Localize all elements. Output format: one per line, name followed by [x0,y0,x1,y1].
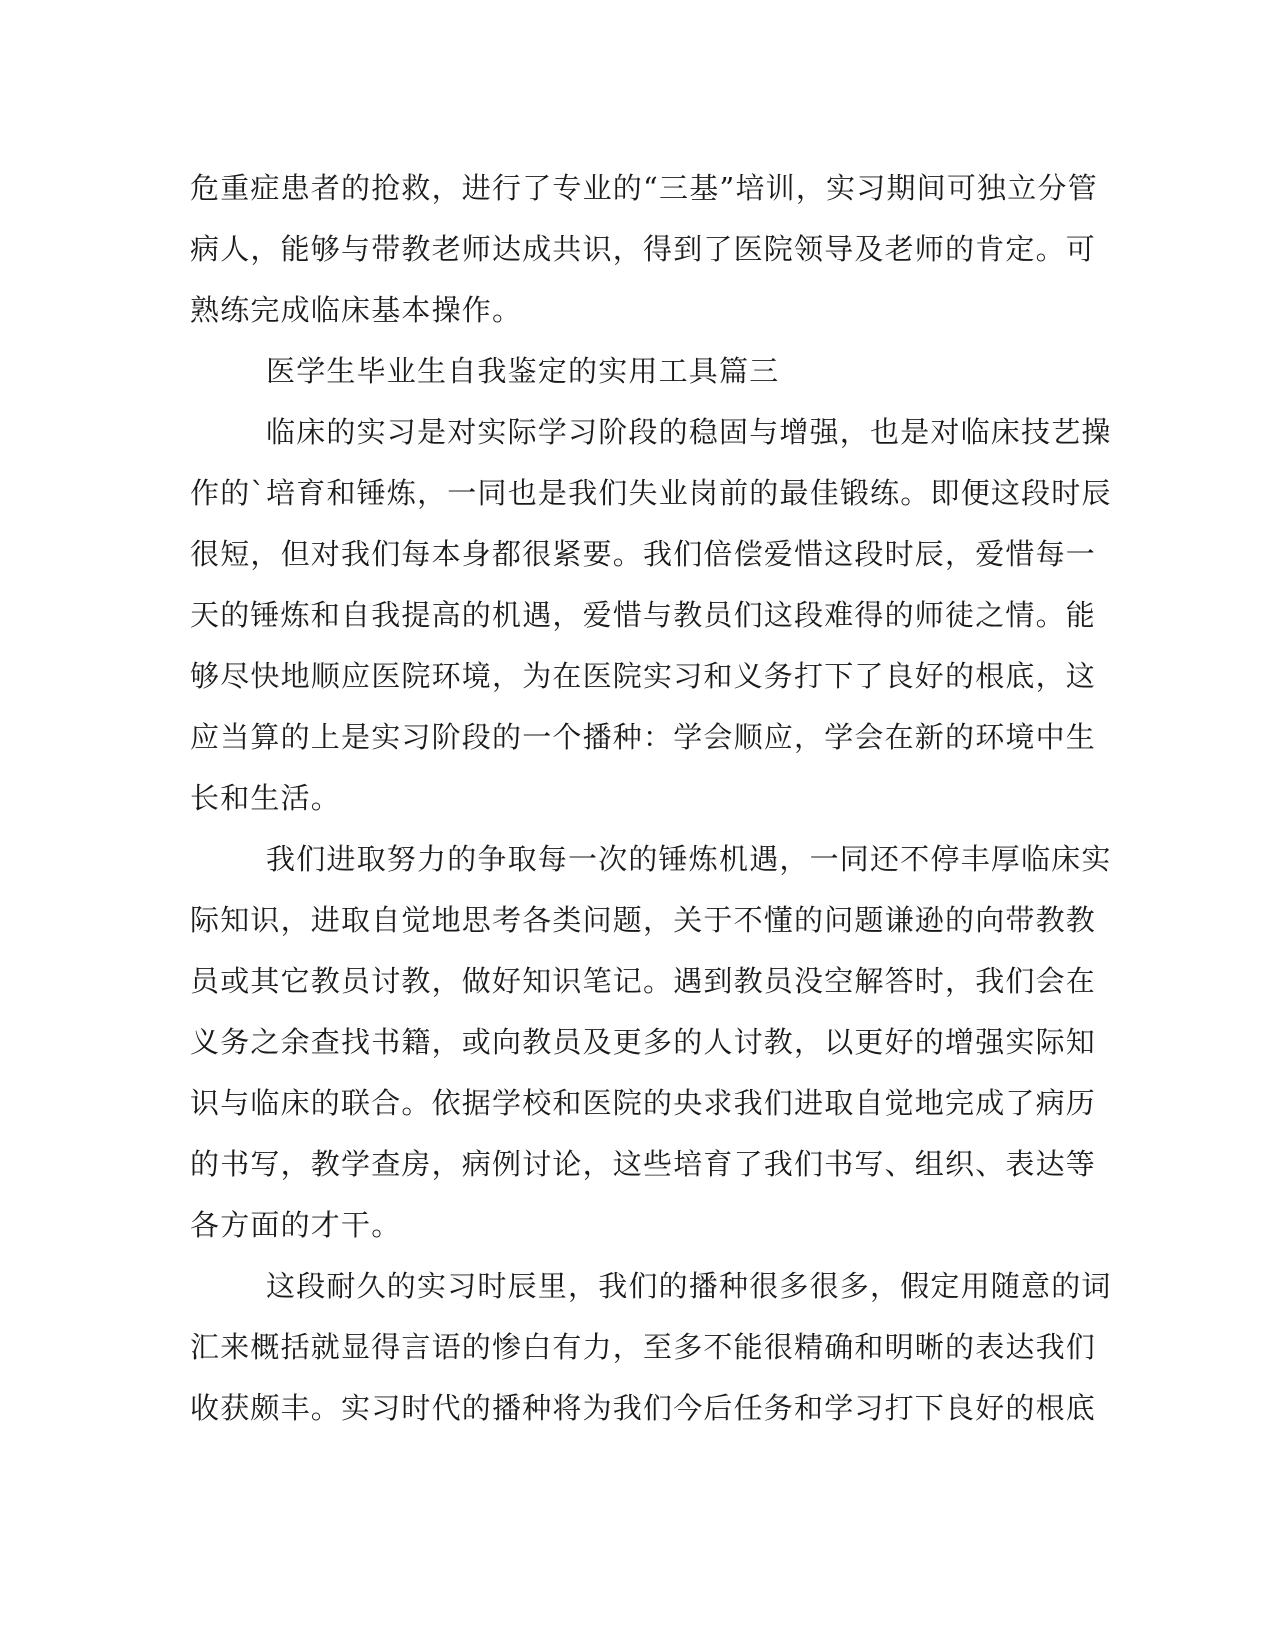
text-line: 员或其它教员讨教，做好知识笔记。遇到教员没空解答时，我们会在 [190,964,1097,998]
text-line: 够尽快地顺应医院环境，为在医院实习和义务打下了良好的根底，这 [190,659,1097,693]
text-line: 的书写，教学查房，病例讨论，这些培育了我们书写、组织、表达等 [190,1147,1097,1181]
text-line: 汇来概括就显得言语的惨白有力，至多不能很精确和明晰的表达我们 [190,1330,1097,1364]
text-line: 收获颇丰。实习时代的播种将为我们今后任务和学习打下良好的根底 [190,1391,1097,1425]
text-line: 临床的实习是对实际学习阶段的稳固与增强，也是对临床技艺操 [266,415,1112,449]
text-line: 我们进取努力的争取每一次的锤炼机遇，一同还不停丰厚临床实 [266,842,1112,876]
text-line: 天的锤炼和自我提高的机遇，爱惜与教员们这段难得的师徒之情。能 [190,598,1097,632]
text-line: 长和生活。 [190,781,342,815]
section-heading: 医学生毕业生自我鉴定的实用工具篇三 [266,354,780,388]
text-line: 各方面的才干。 [190,1208,402,1242]
text-line: 识与临床的联合。依据学校和医院的央求我们进取自觉地完成了病历 [190,1086,1097,1120]
text-line: 应当算的上是实习阶段的一个播种：学会顺应，学会在新的环境中生 [190,720,1097,754]
text-line: 作的`培育和锤炼，一同也是我们失业岗前的最佳锻练。即便这段时辰 [190,476,1112,510]
text-line: 很短，但对我们每本身都很紧要。我们倍偿爱惜这段时辰，爱惜每一 [190,537,1097,571]
text-line: 这段耐久的实习时辰里，我们的播种很多很多，假定用随意的词 [266,1269,1112,1303]
text-line: 熟练完成临床基本操作。 [190,293,523,327]
text-line: 际知识，进取自觉地思考各类问题，关于不懂的问题谦逊的向带教教 [190,903,1097,937]
text-line: 义务之余查找书籍，或向教员及更多的人讨教，以更好的增强实际知 [190,1025,1097,1059]
text-line: 危重症患者的抢救，进行了专业的“三基”培训，实习期间可独立分管 [190,171,1098,205]
text-line: 病人，能够与带教老师达成共识，得到了医院领导及老师的肯定。可 [190,232,1097,266]
document-body [190,158,1112,1439]
